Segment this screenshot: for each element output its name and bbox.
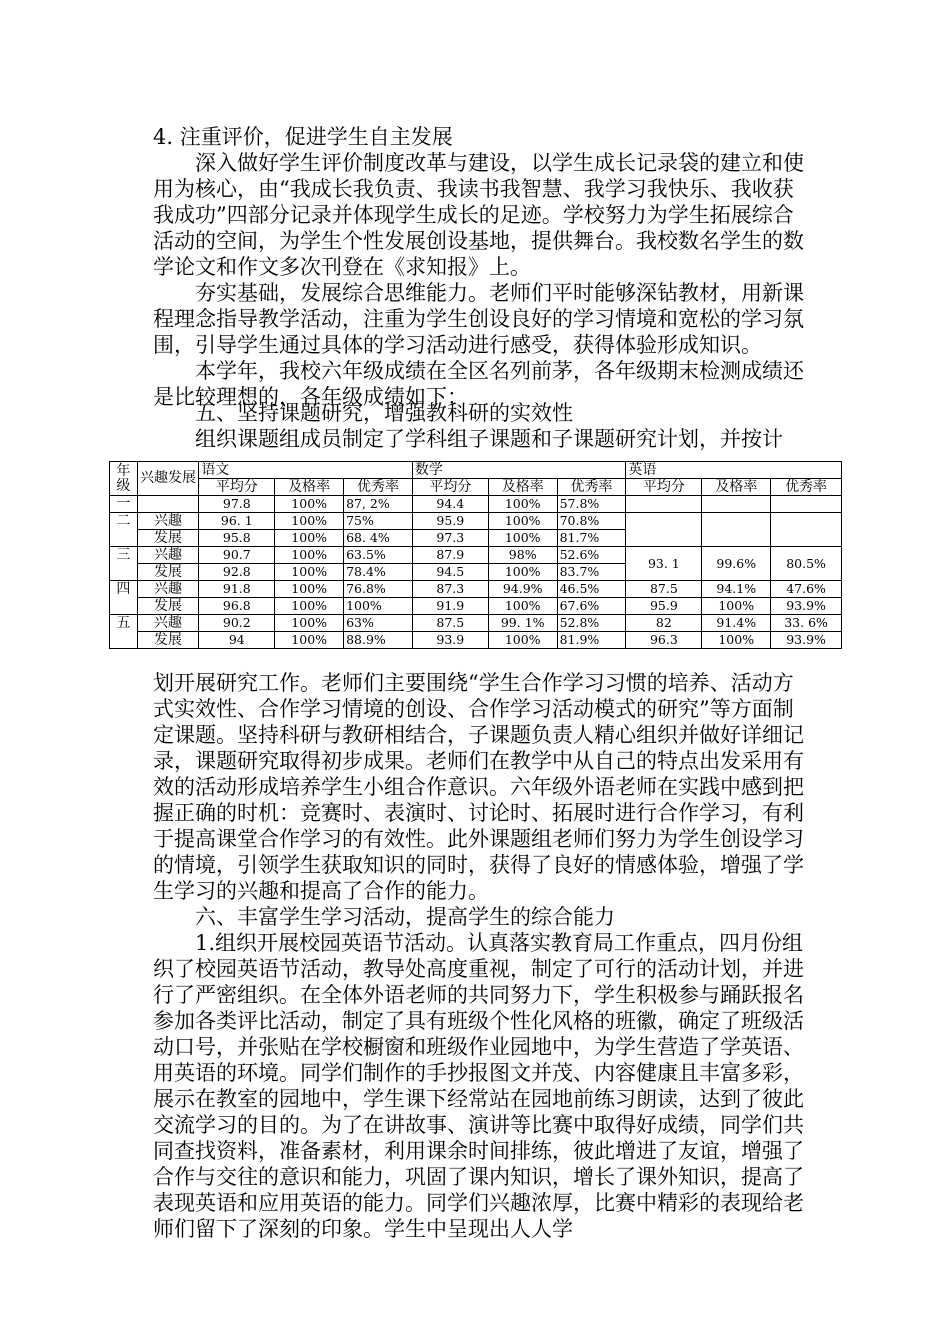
table-cell: 100% bbox=[702, 598, 771, 615]
table-cell: 81.9% bbox=[557, 632, 626, 649]
table-cell: 100% bbox=[488, 530, 557, 547]
table-row bbox=[110, 581, 842, 598]
header-subject-chinese: 语文 bbox=[199, 462, 413, 479]
table-cell: 96.8 bbox=[199, 598, 275, 615]
table-cell: 93.9% bbox=[771, 632, 842, 649]
table-cell: 78.4% bbox=[344, 564, 413, 581]
table-cell: 83.7% bbox=[557, 564, 626, 581]
metric-pass-rate: 及格率 bbox=[488, 479, 557, 496]
table-cell: 82 bbox=[626, 615, 702, 632]
table-cell: 91.8 bbox=[199, 581, 275, 598]
table-cell: 90.2 bbox=[199, 615, 275, 632]
section-5-paragraph-continued: 划开展研究工作。老师们主要围绕“学生合作学习习惯的培养、活动方式实效性、合作学习情境的创设、合作学习活动模式的研究”等方面制定课题。坚持科研与教研相结合，子课题负责人精心组织并做好详细记录，课题研究取得初步成果。老师们在教学中从自己的特点出发采用有效的活动形成培养学生小组合作意识。六年级外语老师在实践中感到把握正确的时机：竞赛时、表演时、讨论时、拓展时进行合作学习，有利于提高课堂合作学习的有效性。此外课题组老师们努力为学生创设学习的情境，引领学生获取知识的同时，获得了良好的情感体验，增强了学生学习的兴趣和提高了合作的能力。 bbox=[153, 671, 804, 903]
table-cell: 90.7 bbox=[199, 547, 275, 564]
table-cell: 94.4 bbox=[412, 496, 488, 513]
type-cell: 发展 bbox=[137, 598, 199, 615]
table-cell: 87.5 bbox=[626, 581, 702, 598]
table-cell: 94 bbox=[199, 632, 275, 649]
header-subject-math: 数学 bbox=[412, 462, 626, 479]
header-type: 兴趣发展 bbox=[137, 462, 199, 496]
table-cell bbox=[626, 496, 702, 513]
table-cell: 99.6% bbox=[702, 547, 771, 581]
table-cell: 95.9 bbox=[412, 513, 488, 530]
metric-excellent-rate: 优秀率 bbox=[771, 479, 842, 496]
type-cell: 兴趣 bbox=[137, 513, 199, 530]
table-cell: 80.5% bbox=[771, 547, 842, 581]
table-row bbox=[110, 615, 842, 632]
section-5-paragraph-start: 组织课题组成员制定了学科组子课题和子课题研究计划，并按计 bbox=[195, 427, 783, 451]
table-cell: 95.8 bbox=[199, 530, 275, 547]
table-cell: 68. 4% bbox=[344, 530, 413, 547]
type-cell: 兴趣 bbox=[137, 581, 199, 598]
section-6-paragraph-1: 1.组织开展校园英语节活动。认真落实教育局工作重点，四月份组织了校园英语节活动，教导处高度重视，制定了可行的活动计划，并进行了严密组织。在全体外语老师的共同努力下，学生积极参与踊跃报名参加各类评比活动，制定了具有班级个性化风格的班徽，确定了班级活动口号，并张贴在学校橱窗和班级作业园地中，为学生营造了学英语、用英语的环境。同学们制作的手抄报图文并茂、内容健康且丰富多彩，展示在教室的园地中，学生课下经常站在园地前练习朗读，达到了彼此交流学习的目的。为了在讲故事、演讲等比赛中取得好成绩，同学们共同查找资料，准备素材，利用课余时间排练，彼此增进了友谊，增强了合作与交往的意识和能力，巩固了课内知识，增长了课外知识，提高了表现英语和应用英语的能力。同学们兴趣浓厚，比赛中精彩的表现给老师们留下了深刻的印象。学生中呈现出人人学 bbox=[153, 931, 804, 1241]
table-row bbox=[110, 513, 842, 530]
type-cell bbox=[137, 496, 199, 513]
table-cell: 57.8% bbox=[557, 496, 626, 513]
table-cell: 100% bbox=[275, 581, 344, 598]
table-cell: 100% bbox=[488, 632, 557, 649]
table-cell: 87, 2% bbox=[344, 496, 413, 513]
table-cell: 52.6% bbox=[557, 547, 626, 564]
section-4-heading: 4. 注重评价，促进学生自主发展 bbox=[153, 125, 453, 149]
header-grade: 年级 bbox=[110, 462, 138, 496]
section-4-paragraph-2: 夯实基础，发展综合思维能力。老师们平时能够深钻教材，用新课程理念指导教学活动，注重为学生创设良好的学习情境和宽松的学习氛围，引导学生通过具体的学习活动进行感受，获得体验形成知识。 bbox=[153, 281, 804, 357]
table-cell: 94.9% bbox=[488, 581, 557, 598]
table-cell: 100% bbox=[275, 513, 344, 530]
table-cell: 67.6% bbox=[557, 598, 626, 615]
table-cell: 52.8% bbox=[557, 615, 626, 632]
metric-pass-rate: 及格率 bbox=[275, 479, 344, 496]
type-cell: 兴趣 bbox=[137, 547, 199, 564]
table-cell: 81.7% bbox=[557, 530, 626, 547]
table-cell: 97.3 bbox=[412, 530, 488, 547]
grade-cell: 三 bbox=[110, 547, 138, 581]
table-header-row bbox=[110, 462, 842, 479]
table-cell: 100% bbox=[275, 598, 344, 615]
table-cell bbox=[702, 496, 771, 513]
table-cell: 97.8 bbox=[199, 496, 275, 513]
type-cell: 发展 bbox=[137, 530, 199, 547]
table-row bbox=[110, 632, 842, 649]
table-cell: 33. 6% bbox=[771, 615, 842, 632]
table-cell: 63% bbox=[344, 615, 413, 632]
table-cell bbox=[771, 496, 842, 513]
table-cell: 100% bbox=[275, 530, 344, 547]
table-cell: 99. 1% bbox=[488, 615, 557, 632]
table-cell: 100% bbox=[275, 564, 344, 581]
table-row bbox=[110, 547, 842, 564]
metric-excellent-rate: 优秀率 bbox=[344, 479, 413, 496]
table-cell: 63.5% bbox=[344, 547, 413, 564]
section-5-heading: 五、坚持课题研究，增强教科研的实效性 bbox=[195, 401, 573, 425]
table-cell: 93.9 bbox=[412, 632, 488, 649]
table-cell: 94.5 bbox=[412, 564, 488, 581]
table-cell: 100% bbox=[488, 564, 557, 581]
table-cell: 100% bbox=[488, 496, 557, 513]
grade-scores-table bbox=[109, 461, 842, 649]
table-subheader-row bbox=[110, 479, 842, 496]
table-row bbox=[110, 598, 842, 615]
table-cell: 70.8% bbox=[557, 513, 626, 530]
table-cell: 92.8 bbox=[199, 564, 275, 581]
table-cell: 93.9% bbox=[771, 598, 842, 615]
table-cell: 46.5% bbox=[557, 581, 626, 598]
table-cell: 91.9 bbox=[412, 598, 488, 615]
grade-cell: 五 bbox=[110, 615, 138, 649]
metric-average: 平均分 bbox=[626, 479, 702, 496]
header-subject-english: 英语 bbox=[626, 462, 842, 479]
table-cell: 87.3 bbox=[412, 581, 488, 598]
table-cell: 100% bbox=[488, 513, 557, 530]
table-cell: 100% bbox=[488, 598, 557, 615]
table-cell: 76.8% bbox=[344, 581, 413, 598]
metric-excellent-rate: 优秀率 bbox=[557, 479, 626, 496]
type-cell: 发展 bbox=[137, 564, 199, 581]
section-4-paragraph-1: 深入做好学生评价制度改革与建设，以学生成长记录袋的建立和使用为核心，由“我成长我负责、我读书我智慧、我学习我快乐、我收获我成功”四部分记录并体现学生成长的足迹。学校努力为学生拓展综合活动的空间，为学生个性发展创设基地，提供舞台。我校数名学生的数学论文和作文多次刊登在《求知报》上。 bbox=[153, 151, 804, 279]
table-cell: 75% bbox=[344, 513, 413, 530]
table-cell: 98% bbox=[488, 547, 557, 564]
table-cell: 87.9 bbox=[412, 547, 488, 564]
table-cell: 95.9 bbox=[626, 598, 702, 615]
type-cell: 发展 bbox=[137, 632, 199, 649]
table-cell: 100% bbox=[702, 632, 771, 649]
table-cell: 100% bbox=[275, 632, 344, 649]
table-cell: 96. 1 bbox=[199, 513, 275, 530]
grade-cell: 四 bbox=[110, 581, 138, 615]
table-cell: 93. 1 bbox=[626, 547, 702, 581]
table-cell: 96.3 bbox=[626, 632, 702, 649]
table-cell bbox=[771, 513, 842, 547]
grade-cell: 二 bbox=[110, 513, 138, 547]
table-cell: 100% bbox=[275, 496, 344, 513]
table-cell: 91.4% bbox=[702, 615, 771, 632]
table-cell: 47.6% bbox=[771, 581, 842, 598]
table-cell bbox=[626, 513, 702, 547]
section-6-heading: 六、丰富学生学习活动，提高学生的综合能力 bbox=[195, 905, 615, 929]
table-cell: 100% bbox=[344, 598, 413, 615]
grade-cell: 一 bbox=[110, 496, 138, 513]
metric-pass-rate: 及格率 bbox=[702, 479, 771, 496]
table-cell: 87.5 bbox=[412, 615, 488, 632]
metric-average: 平均分 bbox=[199, 479, 275, 496]
section-4-paragraph-3: 本学年，我校六年级成绩在全区名列前茅，各年级期末检测成绩还是比较理想的，各年级成绩如下： bbox=[153, 359, 804, 409]
table-cell: 100% bbox=[275, 615, 344, 632]
table-cell: 88.9% bbox=[344, 632, 413, 649]
type-cell: 兴趣 bbox=[137, 615, 199, 632]
table-row bbox=[110, 496, 842, 513]
table-cell bbox=[702, 513, 771, 547]
table-cell: 94.1% bbox=[702, 581, 771, 598]
table-cell: 100% bbox=[275, 547, 344, 564]
metric-average: 平均分 bbox=[412, 479, 488, 496]
